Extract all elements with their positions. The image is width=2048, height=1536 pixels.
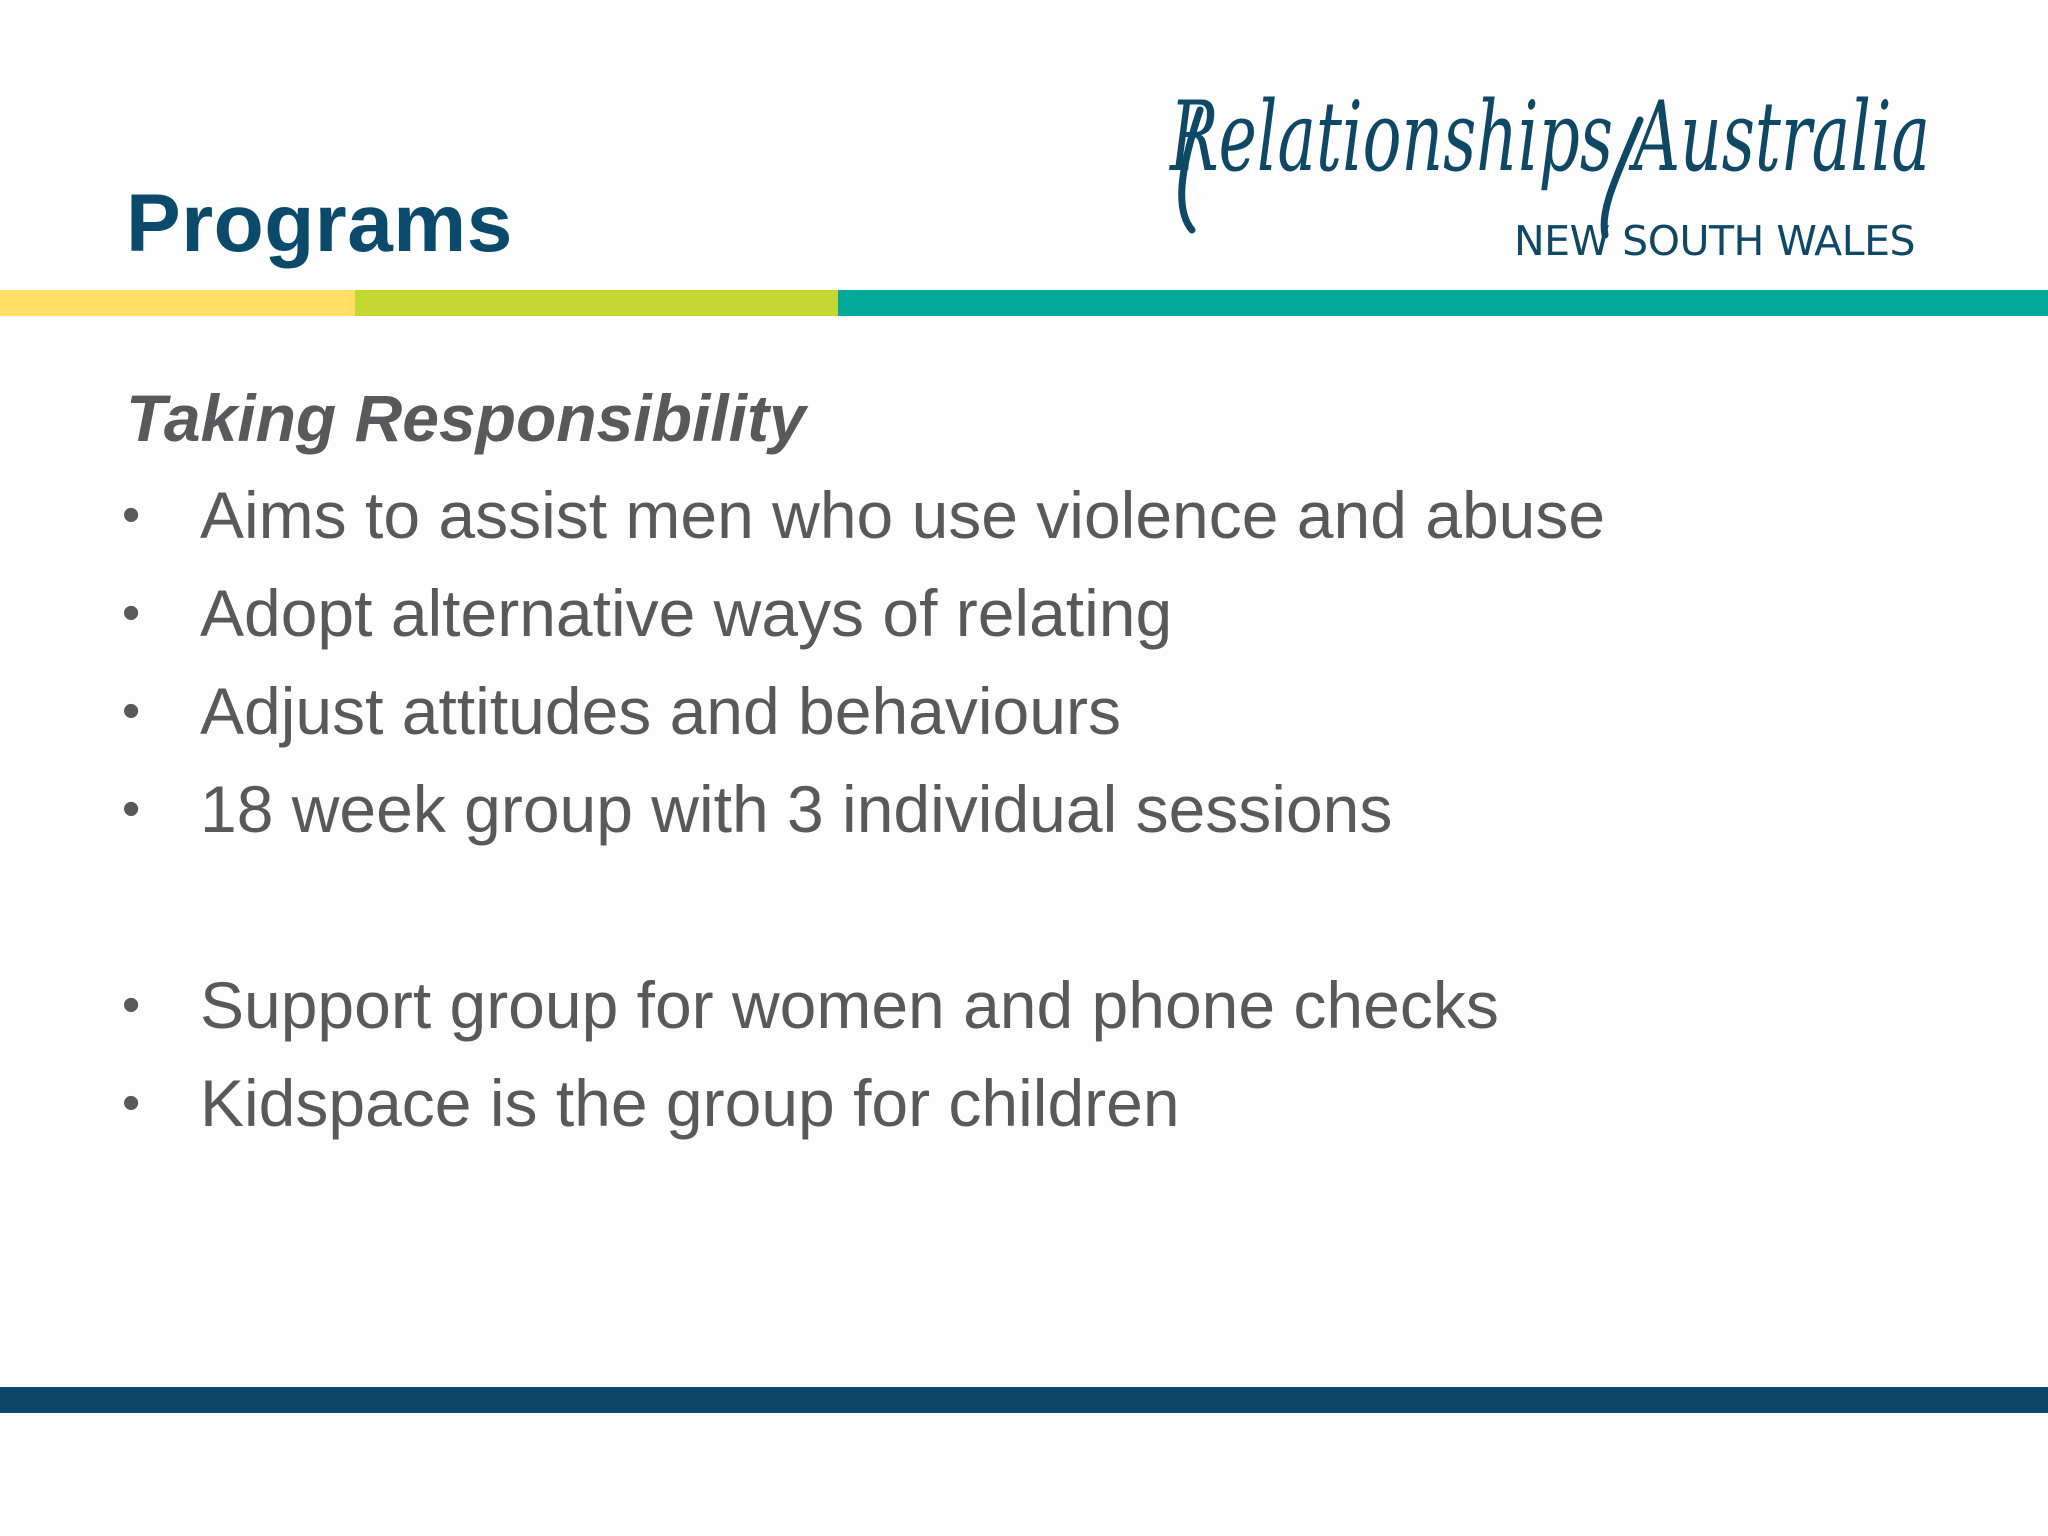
bullet-item (122, 760, 1926, 858)
header-stripe-teal (838, 290, 2048, 316)
logo-script-wordmark (1160, 60, 1960, 240)
bullet-text: 18 week group with 3 individual sessions (200, 772, 1393, 846)
program-subtitle: Taking Responsibility (126, 381, 806, 455)
bullet-icon: • (122, 1074, 141, 1132)
bullet-icon: • (122, 780, 141, 838)
bullet-text: Adopt alternative ways of relating (200, 576, 1173, 650)
bullet-item (122, 1054, 1926, 1152)
header-stripe-yellow (0, 290, 355, 316)
bullet-item (122, 956, 1926, 1054)
bullet-icon: • (122, 976, 141, 1034)
bullet-item (122, 662, 1926, 760)
bullet-list (122, 466, 1926, 1152)
bullet-icon: • (122, 486, 141, 544)
svg-text:Relationships Australia: Relationships Australia (1168, 81, 1930, 193)
footer-bar (0, 1387, 2048, 1413)
bullet-item (122, 564, 1926, 662)
bullet-text: Adjust attitudes and behaviours (200, 674, 1121, 748)
bullet-icon: • (122, 682, 141, 740)
bullet-icon: • (122, 584, 141, 642)
slide-content (122, 370, 1926, 1152)
bullet-item (122, 466, 1926, 564)
bullet-text: Aims to assist men who use violence and abuse (200, 478, 1606, 552)
bullet-text: Support group for women and phone checks (200, 968, 1499, 1042)
organization-logo (1160, 60, 1960, 280)
bullet-text: Kidspace is the group for children (200, 1066, 1180, 1140)
header-stripe-lime (355, 290, 838, 316)
logo-region-text: NEW SOUTH WALES (1514, 217, 1915, 265)
slide-title: Programs (126, 178, 513, 269)
